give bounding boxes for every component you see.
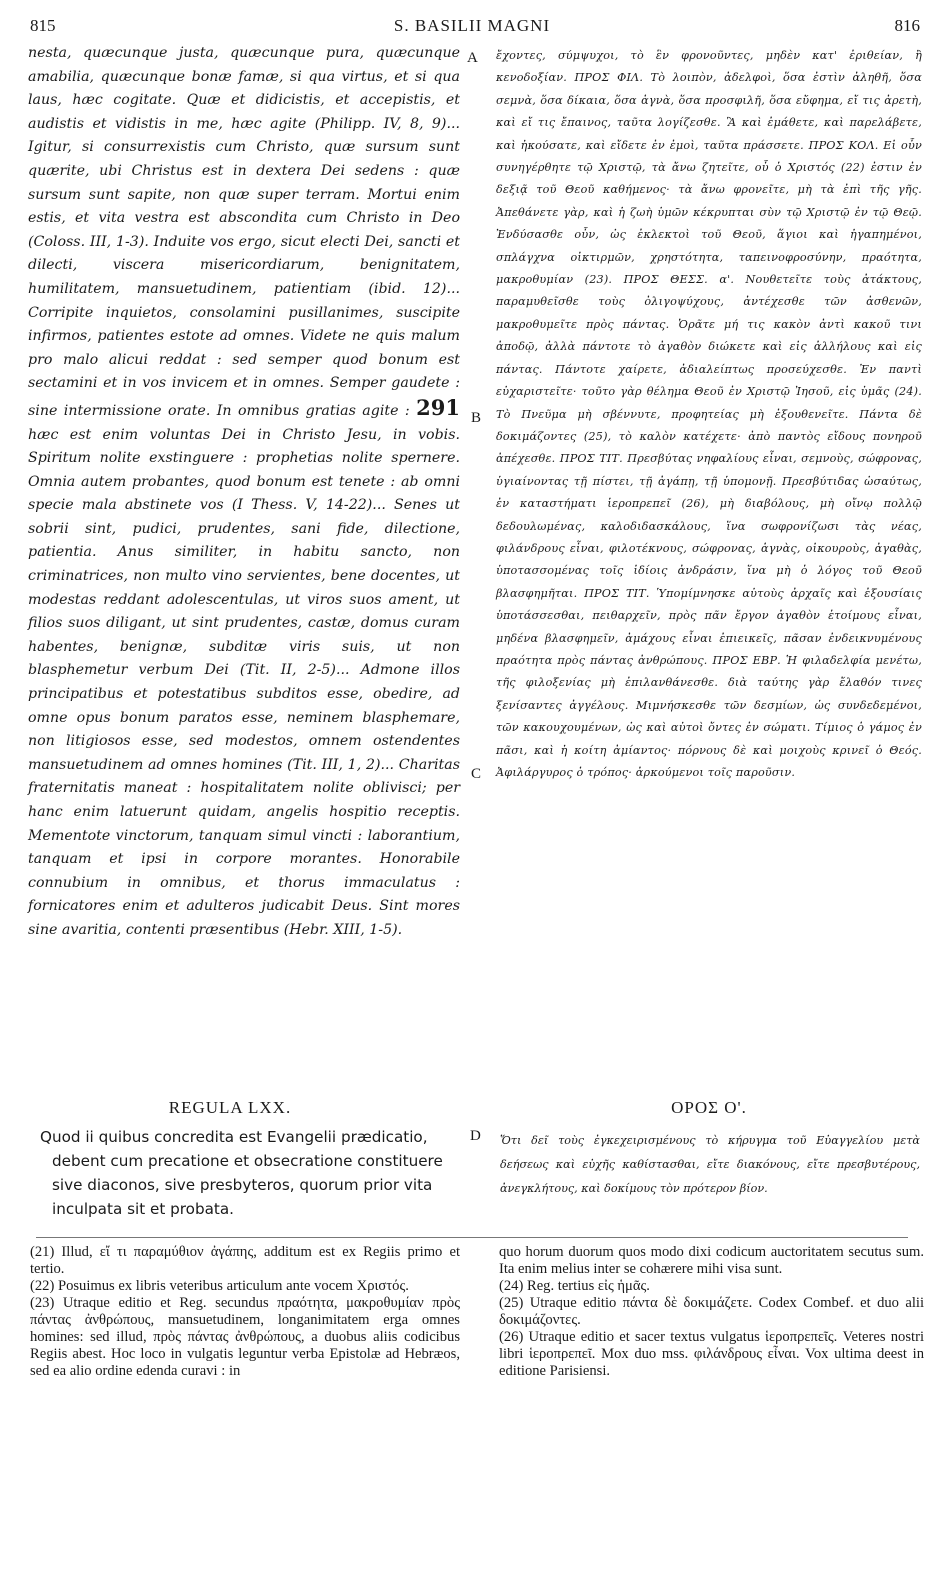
- greek-rule-text: Ὅτι δεῖ τοὺς ἐγκεχειρισμένους τὸ κήρυγμα τοῦ Εὐαγγελίου μετὰ δεήσεως καὶ εὐχῆς καθίστασθαι, εἴτε διακόνους, εἴτε πρεσβυτέρους, ἀνεγκλήτους, καὶ δοκίμους τὸν πρότερον βίον.: [500, 1134, 920, 1195]
- greek-text: ἔχοντες, σύμψυχοι, τὸ ἓν φρονοῦντες, μηδὲν κατ' ἐριθείαν, ἢ κενοδοξίαν. ΠΡΟΣ ΦΙΛ. Τὸ λοιπὸν, ἀδελφοὶ, ὅσα ἐστὶν ἀληθῆ, ὅσα σεμνὰ, ὅσα δίκαια, ὅσα ἁγνὰ, ὅσα προσφιλῆ, ὅσα εὔφημα, εἴ τις ἀρετὴ, καὶ εἴ τις ἔπαινος, ταῦτα λογίζεσθε. Ἃ καὶ ἐμάθετε, καὶ παρελάβετε, καὶ ἠκούσατε, καὶ εἴδετε ἐν ἐμοὶ, ταῦτα πράσσετε. ΠΡΟΣ ΚΟΛ. Εἰ οὖν συνηγέρθητε τῷ Χριστῷ, τὰ ἄνω ζητεῖτε, οὗ ὁ Χριστός (22) ἐστιν ἐν δεξιᾷ τοῦ Θεοῦ καθήμενος· τὰ ἄνω φρονεῖτε, μὴ τὰ ἐπὶ τῆς γῆς. Ἀπεθάνετε γὰρ, καὶ ἡ ζωὴ ὑμῶν κέκρυπται σὺν τῷ Χριστῷ ἐν τῷ Θεῷ. Ἐνδύσασθε οὖν, ὡς ἐκλεκτοὶ τοῦ Θεοῦ, ἅγιοι καὶ ἠγαπημένοι, σπλάγχνα οἰκτιρμῶν, χρηστότητα, ταπεινοφροσύνην, πραότητα, μακροθυμίαν (23). ΠΡΟΣ ΘΕΣΣ. α'. Νουθετεῖτε τοὺς ἀτάκτους, παραμυθεῖσθε τοὺς ὀλιγοψύχους, ἀντέχεσθε τῶν ἀσθενῶν, μακροθυμεῖτε πρὸς πάντας. Ὁρᾶτε μή τις κακὸν ἀντὶ κακοῦ τινι ἀποδῷ, ἀλλὰ πάντοτε τὸ ἀγαθὸν διώκετε καὶ εἰς ἀλλήλους καὶ εἰς πάντας. Πάντοτε χαίρετε, ἀδιαλείπτως προσεύχεσθε. Ἐν παντὶ εὐχαριστεῖτε· τοῦτο γὰρ θέλημα Θεοῦ ἐν Χριστῷ Ἰησοῦ, εἰς ὑμᾶς (24). Τὸ Πνεῦμα μὴ σβέννυτε, προφητείας μὴ ἐξουθενεῖτε. Πάντα δὲ δοκιμάζοντες (25), τὸ καλὸν κατέχετε· ἀπὸ παντὸς εἴδους πονηροῦ ἀπέχεσθε. ΠΡΟΣ ΤΙΤ. Πρεσβύτας νηφαλίους εἶναι, σεμνοὺς, σώφρονας, ὑγιαίνοντας τῇ πίστει, τῇ ἀγάπῃ, τῇ ὑπομονῇ. Πρεσβύτιδας ὡσαύτως, ἐν καταστήματι ἱεροπρεπεῖ (26), μὴ διαβόλους, μὴ οἴνῳ πολλῷ δεδουλωμένας, καλοδιδασκάλους, ἵνα σωφρονίζωσι τὰς νέας, φιλάνδρους εἶναι, φιλοτέκνους, σώφρονας, ἁγνὰς, οἰκουροὺς, ἀγαθὰς, ὑποτασσομένας τοῖς ἰδίοις ἀνδράσιν, ἵνα μὴ ὁ λόγος τοῦ Θεοῦ βλασφημῆται. ΠΡΟΣ ΤΙΤ. Ὑπομίμνησκε αὐτοὺς ἀρχαῖς καὶ ἐξουσίαις ὑποτάσσεσθαι, πειθαρχεῖν, πρὸς πᾶν ἔργον ἀγαθὸν ἑτοίμους εἶναι, μηδένα βλασφημεῖν, ἀμάχους εἶναι ἐπιεικεῖς, πᾶσαν ἐνδεικνυμένους πραότητα πρὸς πάντας ἀνθρώπους. ΠΡΟΣ ΕΒΡ. Ἡ φιλαδελφία μενέτω, τῆς φιλοξενίας μὴ ἐπιλανθάνεσθε. διὰ ταύτης γὰρ ἔλαθόν τινες ξενίσαντες ἀγγέλους. Μιμνήσκεσθε τῶν δεσμίων, ὡς συνδεδεμένοι, τῶν κακουχουμένων, ὡς καὶ αὐτοὶ ὄντες ἐν σώματι. Τίμιος ὁ γάμος ἐν πᾶσι, καὶ ἡ κοίτη ἀμίαντος· πόρνους δὲ καὶ μοιχοὺς κρινεῖ ὁ Θεός. Ἀφιλάργυρος ὁ τρόπος· ἀρκούμενοι τοῖς παροῦσιν.: [496, 49, 922, 779]
- greek-column: [496, 45, 922, 784]
- running-title: S. BASILII MAGNI: [393, 16, 551, 35]
- margin-letter-b: B: [471, 410, 482, 426]
- footnote: (21) Illud, εἴ τι παραμύθιον ἀγάπης, additum est ex Regiis primo et tertio.: [30, 1244, 460, 1277]
- footnote: (24) Reg. tertius εἰς ἡμᾶς.: [499, 1278, 650, 1294]
- latin-text: [28, 42, 460, 943]
- footnote: quo horum duorum quos modo dixi codicum auctoritatem secutus sum. Ita enim melius inter se cohærere mihi visa sunt.: [499, 1244, 924, 1277]
- greek-rule-title: ΟΡΟΣ Ο'.: [671, 1098, 747, 1117]
- margin-letter-c: C: [471, 766, 482, 782]
- left-page-number: 815: [30, 16, 56, 35]
- margin-letter-a: A: [467, 50, 478, 66]
- regula-text: Quod ii quibus concredita est Evangelii prædicatio, debent cum precatione et obsecratione constituere sive diaconos, sive presbyteros, quorum prior vita inculpata sit et probata.: [40, 1128, 443, 1218]
- footnote: (23) Utraque editio et Reg. secundus πραότητα, μακροθυμίαν πρὸς πάντας ἀνθρώπους, mansuetudinem, longanimitatem erga omnes homines: sed illud, πρὸς πάντας ἀνθρώπους, a duobus aliis codicibus Regiis abest. Hoc loco in vulgatis leguntur verba Epistolæ ad Hebræos, sed ea alio ordine edenda curavi : in: [30, 1295, 460, 1379]
- footnote-divider: [36, 1237, 908, 1238]
- right-page-number: 816: [894, 16, 920, 35]
- footnotes-right: [499, 1244, 924, 1380]
- page-header: [0, 12, 944, 38]
- latin-text-part-1: nesta, quæcunque justa, quæcunque pura, quæcunque amabilia, quæcunque bonæ famæ, si qua virtus, et si qua laus, hæc cogitate. Quæ et didicistis, et accepistis, et audistis et vidistis in me, hæc agite (Philipp. IV, 8, 9)... Igitur, si consurrexistis cum Christo, quæ sursum sunt quærite, ubi Christus est in dextera Dei sedens : quæ sursum sunt sapite, non quæ super terram. Mortui enim estis, et vita vestra est abscondita cum Christo in Deo (Coloss. III, 1-3). Induite vos ergo, sicut electi Dei, sancti et dilecti, viscera misericordiarum, benignitatem, humilitatem, mansuetudinem, patientiam (ibid. 12)... Corripite inquietos, consolamini pusillanimes, suscipite infirmos, patientes estote ad omnes. Videte ne quis malum pro malo alicui reddat : sed semper quod bonum est sectamini et in vos invicem et in omnes. Semper gaudete : sine intermissione orate. In omnibus gratias agite :: [28, 45, 460, 419]
- margin-letter-d: D: [470, 1128, 481, 1144]
- footnote: (25) Utraque editio πάντα δὲ δοκιμάζετε. Codex Combef. et duo alii δοκιμάζοντες.: [499, 1295, 924, 1328]
- regula-title: REGULA LXX.: [168, 1098, 292, 1117]
- latin-column: [28, 42, 460, 943]
- latin-text-part-2: hæc est enim voluntas Dei in Christo Jesu, in vobis. Spiritum nolite exstinguere : prophetias nolite spernere. Omnia autem probantes, quod bonum est tenete : ab omni specie mala abstinete vos (I Thess. V, 14-22)... Senes ut sobrii sint, pudici, prudentes, sani fide, dilectione, patientia. Anus similiter, in habitu sancto, non criminatrices, non multo vino servientes, bene docentes, ut modestas reddant adolescentulas, ut viros suos ament, ut filios suos diligant, ut sint prudentes, castæ, domus curam habentes, benignæ, subditæ viris suis, ut non blasphemetur verbum Dei (Tit. II, 2-5)... Admone illos principatibus et potestatibus subditos esse, obedire, ad omne opus bonum paratos esse, neminem blasphemare, non litigiosos esse, sed modestos, omnem ostendentes mansuetudinem ad omnes homines (Tit. III, 1, 2)... Charitas fraternitatis maneat : hospitalitatem nolite oblivisci; per hanc enim latuerunt quidam, angelis hospitio receptis. Mementote vinctorum, tanquam simul vincti : laborantium, tanquam et ipsi in corpore morantes. Honorabile connubium in omnibus, et thorus immaculatus : fornicatores enim et adulteros judicabit Deus. Sint mores sine avaritia, contenti præsentibus (Hebr. XIII, 1-5).: [28, 426, 460, 938]
- inline-page-number: 291: [416, 394, 461, 420]
- footnotes-left: [30, 1244, 460, 1380]
- footnote: (22) Posuimus ex libris veteribus articulum ante vocem Χριστός.: [30, 1278, 409, 1294]
- footnote: (26) Utraque editio et sacer textus vulgatus ἱεροπρεπεῖς. Veteres nostri libri ἱεροπρεπεῖ. Mox duo mss. φιλάνδρους εἶναι. Vox ultima deest in editione Parisiensi.: [499, 1329, 924, 1379]
